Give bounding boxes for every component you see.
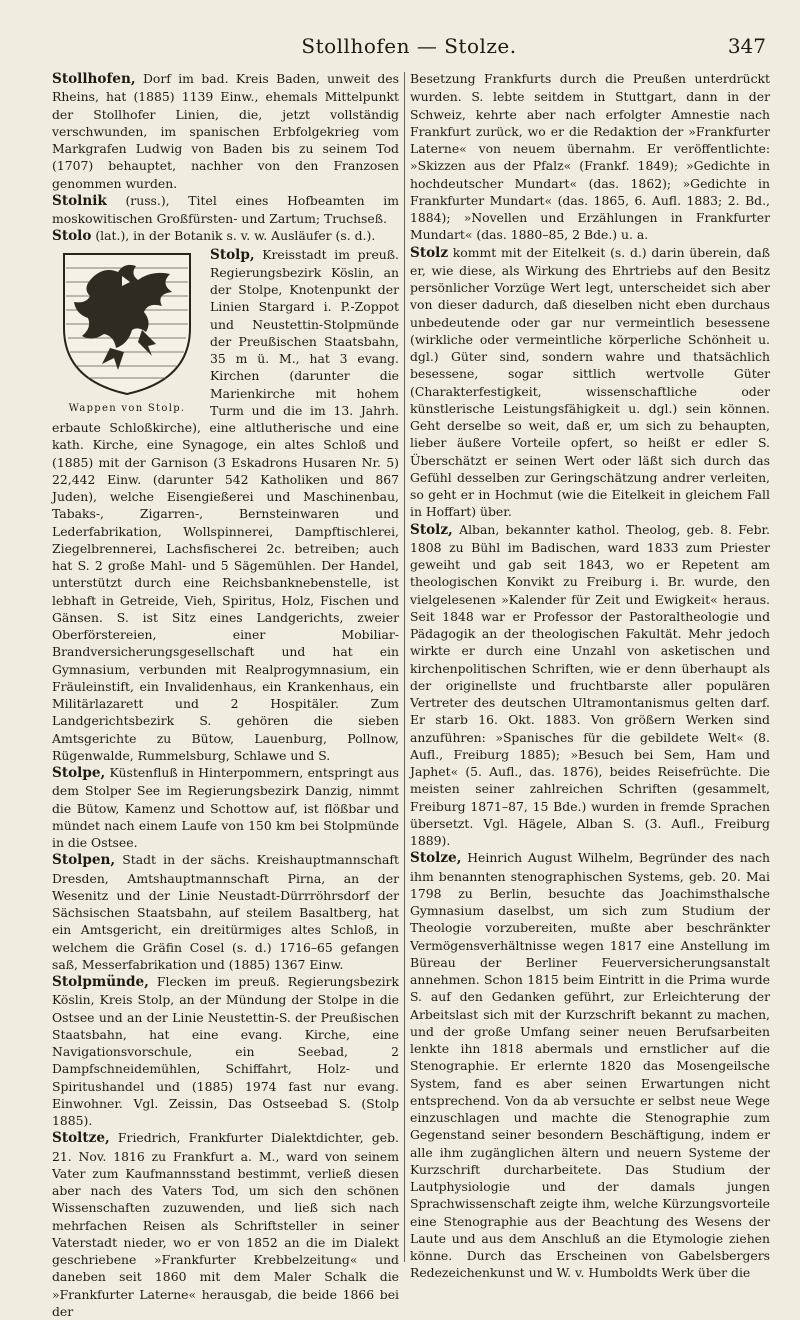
entry-text: kommt mit der Eitelkeit (s. d.) darin überein, daß er, wie diese, als Wirkung des Ehrtriebs auf den Besitz persönlicher Vorzüge Wert legt, unterscheidet sich aber von dieser dadurch, daß dieselben nicht eben durchaus unbedeutende oder gar nur vermeintlich besessene (wirkliche oder vermeintliche körperliche Schönheit u. dgl.) Güter sind, sondern wahre und thatsächlich besessene, sogar sittlich wertvolle Güter (Charakterfestigkeit, wissenschaftliche oder künstlerische Leistungsfähigkeit u. dgl.) sein können. Geht derselbe so weit, daß er, um sich zu behaupten, lieber äußere Vorteile opfert, so heißt er edler S. Überschätzt er seinen Wert oder läßt sich durch das Gefühl desselben zur Geringschätzung andrer verleiten, so geht er in Hochmut (wie die Eitelkeit in gleichem Fall in Hoffart) über. xyxy=(410,244,770,520)
coat-of-arms-griffin-icon xyxy=(52,248,202,398)
entry-stoltze-continued xyxy=(410,70,770,244)
entry-stolz-alban xyxy=(410,521,770,850)
left-column xyxy=(52,70,399,1319)
entry-stolze-heinrich xyxy=(410,849,770,1281)
entry-text: (lat.), in der Botanik s. v. w. Ausläufer (s. d.). xyxy=(91,228,376,244)
entry-stolo xyxy=(52,227,399,245)
entry-text: (russ.), Titel eines Hofbeamten im moskowitischen Großfürsten- und Zartum; Truchseß. xyxy=(52,192,399,226)
entry-stolpe xyxy=(52,764,399,851)
running-head: Stollhofen — Stolze. xyxy=(301,34,517,58)
entry-text: Besetzung Frankfurts durch die Preußen unterdrückt wurden. S. lebte seitdem in Stuttgart, dann in der Schweiz, kehrte aber nach erfolgter Amnestie nach Frankfurt zurück, wo er die Redaktion der »Frankfurter Laterne« von neuem übernahm. Er veröffentlichte: »Skizzen aus der Pfalz« (Frankf. 1849); »Gedichte in hochdeutscher Mundart« (das. 1862); »Gedichte in Frankfurter Mundart« (das. 1865, 6. Aufl. 1883; 2. Bd., 1884); »Novellen und Erzählungen in Frankfurter Mundart« (das. 1880–85, 2 Bde.) u. a. xyxy=(410,71,770,243)
headword: Stolz, xyxy=(410,521,453,538)
entry-stolpen xyxy=(52,851,399,973)
entry-stolz xyxy=(410,244,770,521)
right-column xyxy=(410,70,770,1281)
entry-stoltze-friedrich xyxy=(52,1129,399,1320)
entry-text: Stadt in der sächs. Kreishauptmannschaft Dresden, Amtshauptmannschaft Pirna, an der Wesenitz und der Linie Neustadt-Dürrröhrsdorf der Sächsischen Staatsbahn, auf steilem Basaltberg, hat ein Amtsgericht, ein dreitürmiges altes Schloß, in welchem die Gräfin Cosel (s. d.) 1716–65 gefangen saß, Messerfabrikation und (1885) 1367 Einw. xyxy=(52,852,399,972)
page-header xyxy=(52,28,766,60)
coat-of-arms-figure xyxy=(52,248,202,416)
entry-text: Flecken im preuß. Regierungsbezirk Köslin, Kreis Stolp, an der Mündung der Stolpe in die Ostsee und an der Linie Neustettin-S. der Preußischen Staatsbahn, hat eine evang. Kirche, eine Navigationsvorschule, ein Seebad, 2 Dampfschneidemühlen, Schiffahrt, Holz- und Spiritushandel und (1885) 1974 fast nur evang. Einwohner. Vgl. Zeissin, Das Ostseebad S. (Stolp 1885). xyxy=(52,974,399,1128)
figure-caption: Wappen von Stolp. xyxy=(68,402,186,414)
headword: Stolze, xyxy=(410,850,462,867)
headword: Stolo xyxy=(52,228,92,245)
headword: Stollhofen, xyxy=(52,71,136,87)
page-number: 347 xyxy=(727,34,766,58)
entry-text: Kreisstadt im preuß. Regierungsbezirk Köslin, an der Stolpe, Knotenpunkt der Linien Stargard i. P.-Zoppot und Neustettin-Stolpmünde der Preußischen Staatsbahn, 35 m ü. M., hat 3 evang. Kirchen (darunter die Marienkirche mit hohem Turm und die im 13. Jahrh. erbaute Schloßkirche), eine altlutherische und eine kath. Kirche, eine Synagoge, ein altes Schloß und (1885) mit der Garnison (3 Eskadrons Husaren Nr. 5) 22,442 Einw. (darunter 542 Katholiken und 867 Juden), welche Eisengießerei und Maschinenbau, Tabaks-, Zigarren-, Bernsteinwaren und Lederfabrikation, Wollspinnerei, Dampftischlerei, Ziegelbrennerei, Lachsfischerei 2c. betreiben; auch hat S. 2 große Mahl- und 5 Sägemühlen. Der Handel, unterstützt durch eine Reichsbanknebenstelle, ist lebhaft in Getreide, Vieh, Spiritus, Holz, Fischen und Gänsen. S. ist Sitz eines Landgerichts, zweier Oberförstereien, einer Mobiliar-Brandversicherungsgesellschaft und hat ein Gymnasium, verbunden mit Realprogymnasium, ein Fräuleinstift, ein Invalidenhaus, ein Krankenhaus, ein Militärlazarett und 2 Hospitäler. Zum Landgerichtsbezirk S. gehören die sieben Amtsgerichte zu Bütow, Lauenburg, Pollnow, Rügenwalde, Rummelsburg, Schlawe und S. xyxy=(52,246,399,763)
entry-text: Friedrich, Frankfurter Dialektdichter, geb. 21. Nov. 1816 zu Frankfurt a. M., ward von seinem Vater zum Kaufmannsstand bestimmt, verließ diesen aber nach des Vaters Tod, um sich den schönen Wissenschaften zuzuwenden, und ließ sich nach mehrfachen Reisen als Schriftsteller in seiner Vaterstadt nieder, wo er von 1852 an die im Dialekt geschriebene »Frankfurter Krebbelzeitung« und daneben seit 1860 mit dem Maler Schalk die »Frankfurter Laterne« herausgab, die beide 1866 bei der xyxy=(52,1130,399,1319)
entry-text: Dorf im bad. Kreis Baden, unweit des Rheins, hat (1885) 1139 Einw., ehemals Mittelpunkt der Stollhofer Linien, die, jetzt vollständig verschwunden, im spanischen Erbfolgekrieg vom Markgrafen Ludwig von Baden bis zu seinem Tod (1707) behauptet, nachher von den Franzosen genommen wurden. xyxy=(52,71,399,191)
entry-text: Heinrich August Wilhelm, Begründer des nach ihm benannten stenographischen Systems, geb. 20. Mai 1798 zu Berlin, besuchte das Joachimsthalsche Gymnasium daselbst, um sich zum Studium der Theologie vorzubereiten, mußte aber beschränkter Vermögensverhältnisse wegen 1817 eine Anstellung im Büreau der Berliner Feuerversicherungsanstalt annehmen. Schon 1815 beim Eintritt in die Prima wurde S. auf den Gedanken geführt, zur Erleichterung der Arbeitslast sich mit der Kurzschrift bekannt zu machen, und der große Umfang seiner neuen Berufsarbeiten lenkte ihn 1818 abermals und ernstlicher auf die Stenographie. Er erlernte 1820 das Mosengeilsche System, fand es aber seinen Erwartungen nicht entsprechend. Von da ab versuchte er selbst neue Wege einzuschlagen und machte die Stenographie zum Gegenstand seiner besondern Beschäftigung, indem er alle ihm zugänglichen ältern und neuern Systeme der Kurzschrift durcharbeitete. Das Studium der Lautphysiologie und der damals jungen Sprachwissenschaft zeigte ihm, welche Kürzungsvorteile eine Stenographie aus der Beachtung des Wesens der Laute und aus dem Anschluß an die Etymologie ziehen könne. Durch das Erscheinen von Gabelsbergers Redezeichenkunst und W. v. Humboldts Werk über die xyxy=(410,850,770,1281)
headword: Stolnik xyxy=(52,192,107,209)
entry-stolpmuende xyxy=(52,973,399,1129)
column-divider xyxy=(404,72,405,1262)
headword: Stoltze, xyxy=(52,1130,110,1147)
headword: Stolp, xyxy=(210,246,255,263)
entry-stollhofen xyxy=(52,70,399,192)
headword: Stolpen, xyxy=(52,852,116,869)
headword: Stolpe, xyxy=(52,765,106,781)
headword: Stolz xyxy=(410,244,449,261)
entry-text: Küstenfluß in Hinterpommern, entspringt aus dem Stolper See im Regierungsbezirk Danzig, nimmt die Bütow, Kamenz und Schottow auf, ist flößbar und mündet nach einem Laufe von 150 km bei Stolpmünde in die Ostsee. xyxy=(52,765,399,850)
entry-stolnik xyxy=(52,192,399,228)
entry-text: Alban, bekannter kathol. Theolog, geb. 8. Febr. 1808 zu Bühl im Badischen, ward 1833 zum Priester geweiht und gab seit 1843, wo er Repetent am theologischen Konvikt zu Freiburg i. Br. wurde, den vielgelesenen »Kalender für Zeit und Ewigkeit« heraus. Seit 1848 war er Professor der Pastoraltheologie und Pädagogik an der theologischen Fakultät. Mehr jedoch wirkte er durch eine Unzahl von asketischen und kirchenpolitischen Schriften, wie er denn überhaupt als der originellste und fruchtbarste aller populären Vertreter des deutschen Ultramontanismus gelten darf. Er starb 16. Okt. 1883. Von größern Werken sind anzuführen: »Spanisches für die gebildete Welt« (8. Aufl., Freiburg 1885); »Besuch bei Sem, Ham und Japhet« (5. Aufl., das. 1876), beides Reisefrüchte. Die meisten seiner zahlreichen Schriften (gesammelt, Freiburg 1871–87, 15 Bde.) wurden in fremde Sprachen übersetzt. Vgl. Hägele, Alban S. (3. Aufl., Freiburg 1889). xyxy=(410,521,770,848)
headword: Stolpmünde, xyxy=(52,974,149,990)
